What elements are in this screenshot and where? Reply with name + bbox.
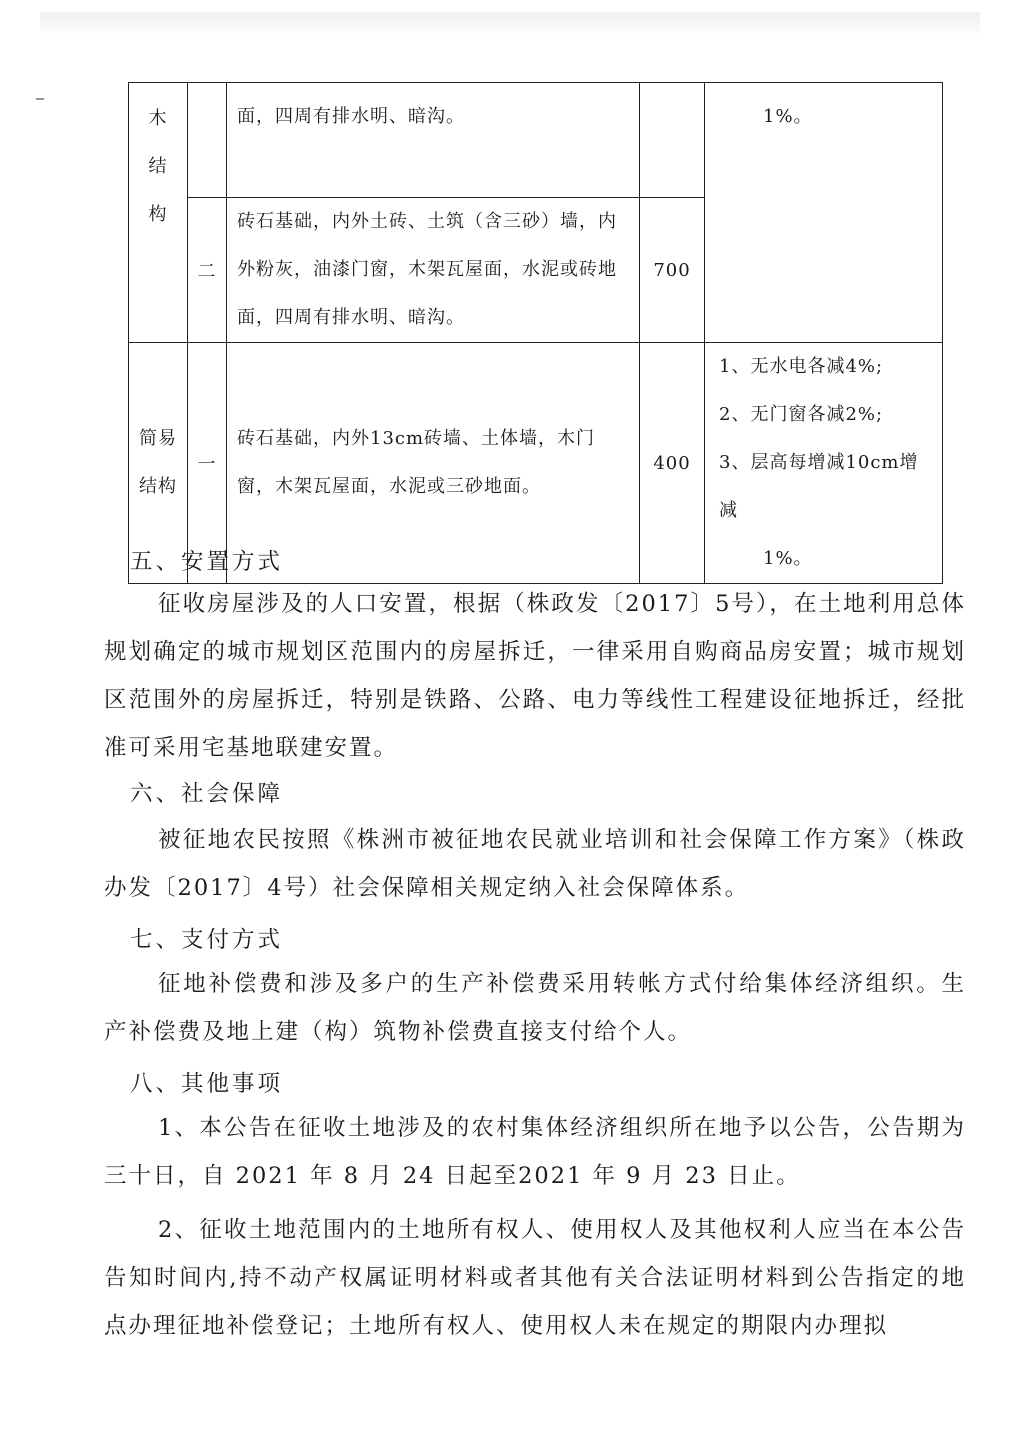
note-line: 3、层高每增减10cm增减 [719,452,919,521]
description-cell: 砖石基础，内外13cm砖墙、土体墙，木门窗，木架瓦屋面，水泥或三砂地面。 [227,343,640,584]
price-cell [640,83,705,198]
structure-type-cell [129,83,188,343]
price-cell: 400 [640,343,705,584]
structure-type-char: 木 [148,108,168,129]
note-line: 2、无门窗各减2%; [719,404,884,425]
notes-cell [705,83,943,343]
section-body-7 [104,960,966,1056]
section-heading-6: 六、社会保障 [130,781,284,807]
description-cell: 面，四周有排水明、暗沟。 [227,83,640,198]
section-body-6 [104,816,966,912]
structure-type-text: 结构 [139,476,177,497]
section-heading-5: 五、安置方式 [130,549,284,575]
section-body-5 [104,580,966,772]
grade-cell: 一 [188,343,227,584]
note-line: 1%。 [763,106,813,127]
section-body-8 [104,1104,966,1350]
section-heading-7: 七、支付方式 [130,927,284,953]
structure-type-text: 简易 [139,428,177,449]
notes-cell [705,343,943,584]
note-line: 1%。 [763,548,813,569]
grade-cell: 二 [188,198,227,343]
note-line: 1、无水电各减4%; [719,356,884,377]
scan-artifact-dot [36,98,44,100]
paragraph: 征收房屋涉及的人口安置，根据（株政发〔2017〕5号），在土地利用总体规划确定的城市规划区范围内的房屋拆迁，一律采用自购商品房安置；城市规划区范围外的房屋拆迁，特别是铁路、公路、电力等线性工程建设征地拆迁，经批准可采用宅基地联建安置。 [104,591,966,761]
structure-type-char: 结 [148,156,168,177]
structure-type-char: 构 [148,204,168,225]
compensation-standard-table [128,82,943,584]
table-row [129,83,943,198]
section-heading-8: 八、其他事项 [130,1071,284,1097]
paragraph: 2、征收土地范围内的土地所有权人、使用权人及其他权利人应当在本公告告知时间内,持不动产权属证明材料或者其他有关合法证明材料到公告指定的地点办理征地补偿登记；土地所有权人、使用权人未在规定的期限内办理拟 [104,1217,966,1339]
price-cell: 700 [640,198,705,343]
description-cell: 砖石基础，内外土砖、土筑（含三砂）墙，内外粉灰，油漆门窗，木架瓦屋面，水泥或砖地面，四周有排水明、暗沟。 [227,198,640,343]
paragraph: 被征地农民按照《株洲市被征地农民就业培训和社会保障工作方案》（株政办发〔2017〕4号）社会保障相关规定纳入社会保障体系。 [104,827,966,901]
scan-artifact [40,12,980,34]
paragraph: 1、本公告在征收土地涉及的农村集体经济组织所在地予以公告，公告期为三十日，自 2021 年 8 月 24 日起至2021 年 9 月 23 日止。 [104,1115,966,1189]
grade-cell [188,83,227,198]
paragraph: 征地补偿费和涉及多户的生产补偿费采用转帐方式付给集体经济组织。生产补偿费及地上建（构）筑物补偿费直接支付给个人。 [104,971,966,1045]
